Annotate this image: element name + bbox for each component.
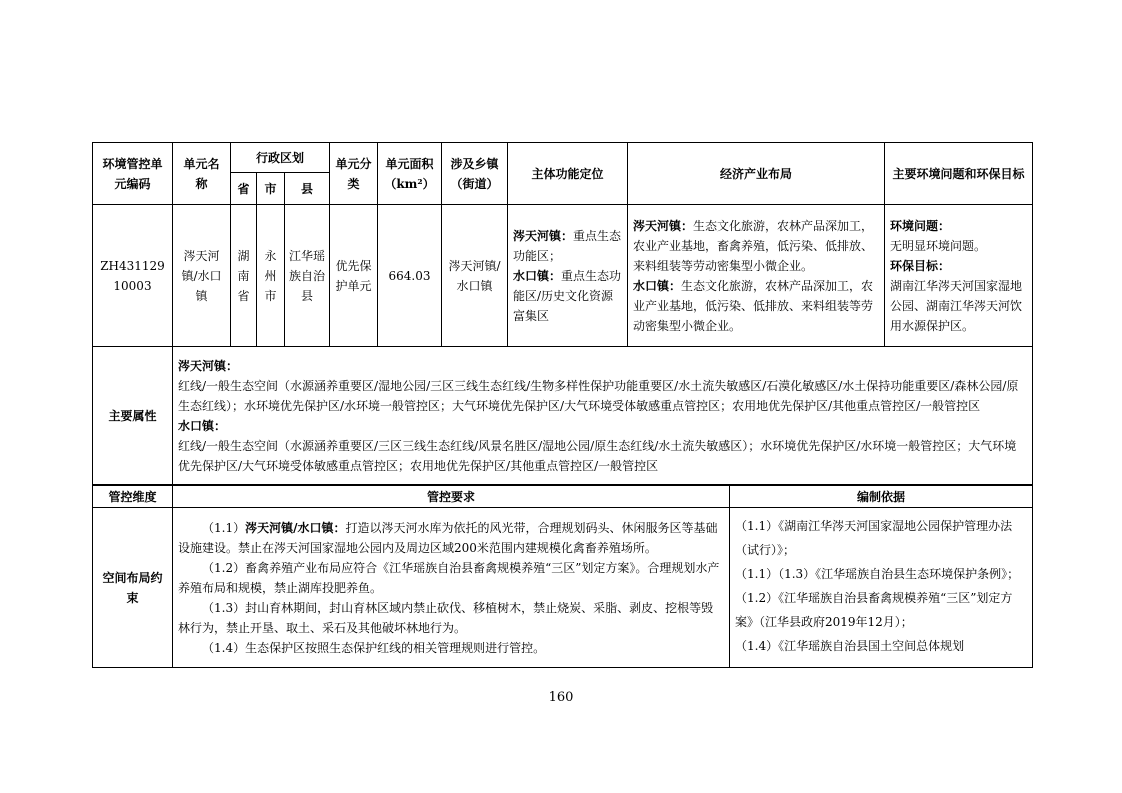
requirements (173, 508, 730, 668)
problem-label: 环境问题： (890, 218, 951, 233)
header-area: 单元面积（km²） (378, 143, 442, 205)
economy-layout (628, 205, 885, 347)
control-table (92, 485, 1033, 668)
header-county: 县 (285, 173, 330, 205)
unit-category: 优先保护单元 (330, 205, 378, 347)
attributes-town2-text: 红线/一般生态空间（水源涵养重要区/三区三线生态红线/风景名胜区/湿地公园/原生态红线/水土流失敏感区）；水环境优先保护区/水环境一般管控区；大气环境优先保护区/大气环境受体敏感重点管控区；农用地优先保护区/其他重点管控区/一般管控区 (178, 438, 1017, 473)
economy-town1-text: 生态文化旅游，农林产品深加工，农业产业基地，畜禽养殖，低污染、低排放、来料组装等劳动密集型小微企业。 (633, 218, 874, 273)
header-admin: 行政区划 (231, 143, 330, 173)
env-issues (885, 205, 1033, 347)
requirement-header: 管控要求 (173, 486, 730, 508)
unit-code: ZH43112910003 (93, 205, 173, 347)
function-town2-text: 重点生态功能区/历史文化资源富集区 (513, 268, 622, 323)
requirement-4: （1.4）生态保护区按照生态保护红线的相关管理规则进行管控。 (202, 640, 546, 655)
function-town1-text: 重点生态功能区； (513, 228, 622, 263)
header-province: 省 (231, 173, 257, 205)
basis-3: （1.2）《江华瑶族自治县畜禽规模养殖“三区”划定方案》（江华县政府2019年12月）； (735, 591, 1013, 629)
basis-2: （1.1）（1.3）《江华瑶族自治县生态环境保护条例》； (735, 567, 1020, 581)
city: 永州市 (257, 205, 285, 347)
towns: 涔天河镇/水口镇 (442, 205, 508, 347)
header-towns: 涉及乡镇（街道） (442, 143, 508, 205)
header-city: 市 (257, 173, 285, 205)
dimension-header: 管控维度 (93, 486, 173, 508)
page-number: 160 (548, 690, 574, 705)
header-code: 环境管控单元编码 (93, 143, 173, 205)
header-category: 单元分类 (330, 143, 378, 205)
basis-header: 编制依据 (730, 486, 1033, 508)
unit-info-table (92, 142, 1033, 485)
goal-label: 环保目标： (890, 258, 951, 273)
function-positioning (508, 205, 628, 347)
basis-4: （1.4）《江华瑶族自治县国土空间总体规划 (735, 639, 965, 653)
economy-town2-label: 水口镇： (633, 278, 682, 293)
economy-town1-label: 涔天河镇： (633, 218, 694, 233)
attributes-town2-label: 水口镇： (178, 418, 227, 433)
header-function: 主体功能定位 (508, 143, 628, 205)
attributes-content (173, 347, 1033, 485)
basis-1: （1.1）《湖南江华涔天河国家湿地公园保护管理办法（试行）》； (735, 519, 1013, 557)
problem-text: 无明显环境问题。 (890, 238, 987, 253)
function-town2-label: 水口镇： (513, 268, 562, 283)
attributes-town1-label: 涔天河镇： (178, 358, 239, 373)
attributes-town1-text: 红线/一般生态空间（水源涵养重要区/湿地公园/三区三线生态红线/生物多样性保护功能重要区/水土流失敏感区/石漠化敏感区/水土保持功能重要区/森林公园/原生态红线）；水环境优先保护区/水环境一般管控区；大气环境优先保护区/大气环境受体敏感重点管控区；农用地优先保护区/其他重点管控区/一般管控区 (178, 378, 1019, 413)
header-unit-name: 单元名称 (173, 143, 231, 205)
dimension-label: 空间布局约束 (93, 508, 173, 668)
unit-name: 涔天河镇/水口镇 (173, 205, 231, 347)
goal-text: 湖南江华涔天河国家湿地公园、湖南江华涔天河饮用水源保护区。 (890, 278, 1023, 333)
header-economy: 经济产业布局 (628, 143, 885, 205)
attributes-label: 主要属性 (93, 347, 173, 485)
province: 湖南省 (231, 205, 257, 347)
county: 江华瑶族自治县 (285, 205, 330, 347)
header-issues: 主要环境问题和环保目标 (885, 143, 1033, 205)
requirement-1: （1.1）涔天河镇/水口镇：打造以涔天河水库为依托的风光带，合理规划码头、休闲服务区等基础设施建设。禁止在涔天河国家湿地公园内及周边区域200米范围内建规模化禽畜养殖场所。 (178, 520, 718, 555)
basis (730, 508, 1033, 668)
function-town1-label: 涔天河镇： (513, 228, 574, 243)
economy-town2-text: 生态文化旅游，农林产品深加工，农业产业基地，低污染、低排放、来料组装等劳动密集型小微企业。 (633, 278, 874, 333)
requirement-2: （1.2）畜禽养殖产业布局应符合《江华瑶族自治县畜禽规模养殖“三区”划定方案》。合理规划水产养殖布局和规模，禁止湖库投肥养鱼。 (178, 560, 720, 595)
unit-area: 664.03 (378, 205, 442, 347)
requirement-3: （1.3）封山育林期间，封山育林区域内禁止砍伐、移植树木，禁止烧炭、采脂、剥皮、挖根等毁林行为，禁止开垦、取土、采石及其他破坏林地行为。 (178, 600, 714, 635)
